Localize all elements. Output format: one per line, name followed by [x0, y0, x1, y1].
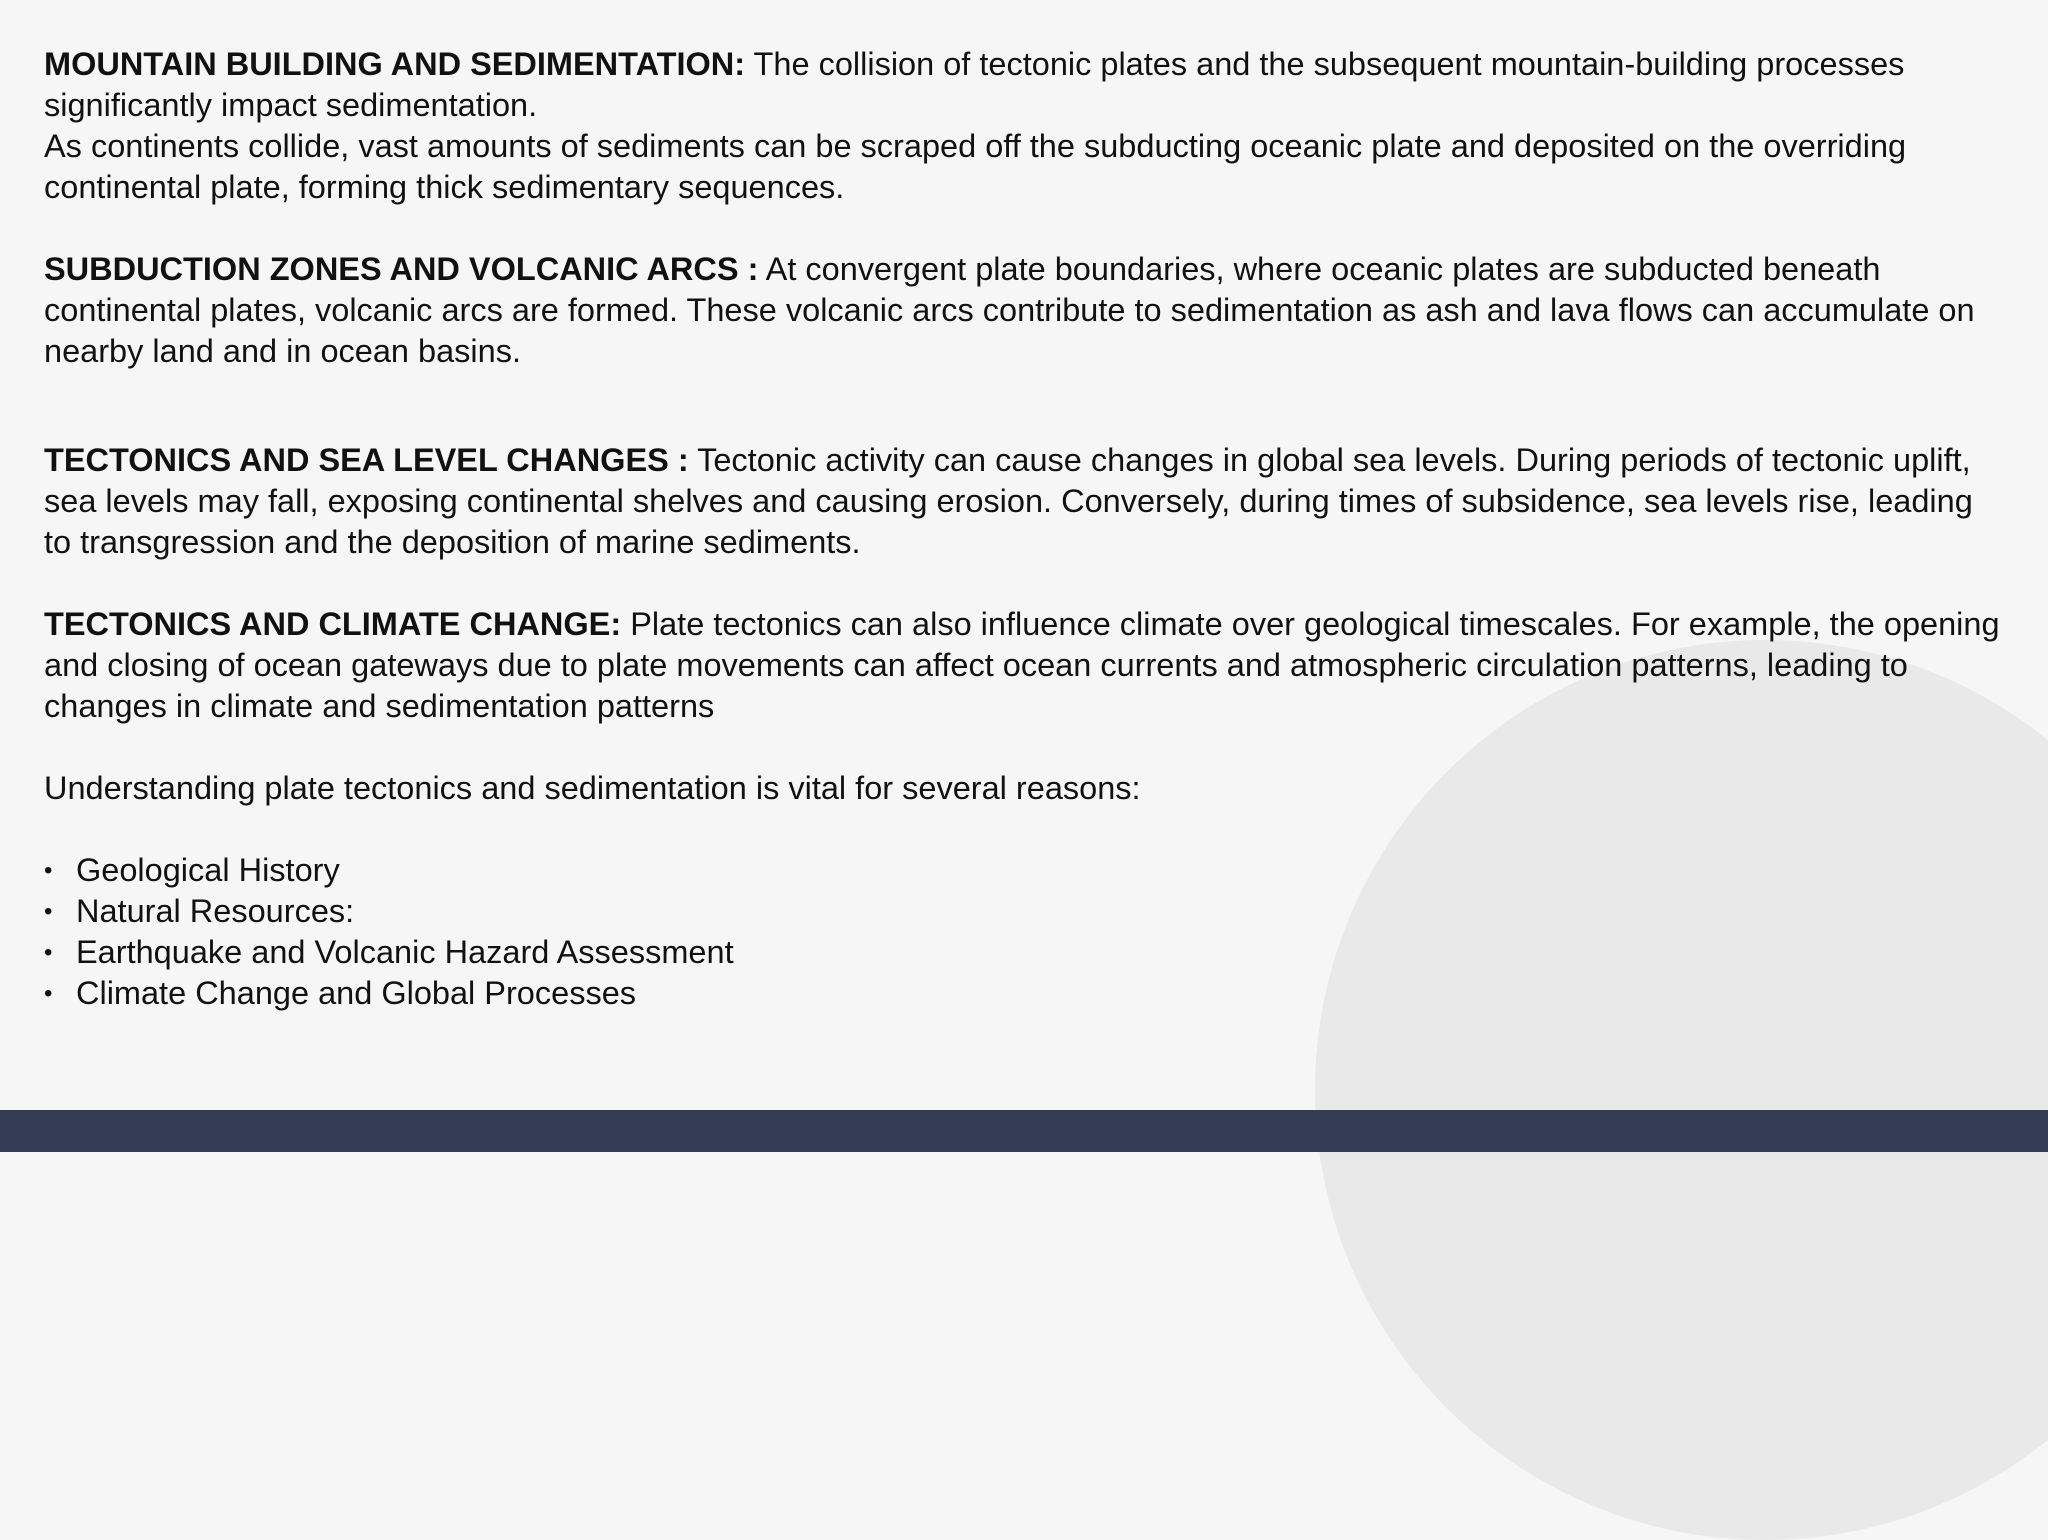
bullet-icon: •: [44, 980, 53, 1007]
list-item: [44, 891, 2004, 932]
list-item-text: Geological History: [76, 852, 340, 888]
subduction-zones-paragraph: [44, 249, 2004, 372]
list-item: [44, 850, 2004, 891]
footer-bar: [0, 1110, 2048, 1152]
bullet-icon: •: [44, 898, 53, 925]
list-item: [44, 932, 2004, 973]
spacer: [44, 809, 2004, 850]
sea-level-paragraph: [44, 440, 2004, 563]
reasons-list: [44, 850, 2004, 1014]
bullet-icon: •: [44, 939, 53, 966]
list-item-text: Climate Change and Global Processes: [76, 975, 637, 1011]
list-item-text: Earthquake and Volcanic Hazard Assessment: [76, 934, 734, 970]
spacer: [44, 372, 2004, 440]
sea-level-text: Tectonic activity can cause changes in global sea levels. During periods of tectonic uplift, sea levels may fall, exposing continental shelves and causing erosion. Conversely, during times of subsidence, sea levels rise, leading to transgression and the deposition of marine sediments.: [44, 442, 1973, 560]
spacer: [44, 563, 2004, 604]
mountain-building-text: The collision of tectonic plates and the subsequent mountain-building processes significantly impact sedimentation.: [44, 46, 1905, 123]
list-item: [44, 973, 2004, 1014]
intro-paragraph: Understanding plate tectonics and sedimentation is vital for several reasons:: [44, 770, 1141, 806]
slide-content: [44, 44, 2004, 1014]
spacer: [44, 727, 2004, 768]
spacer: [44, 208, 2004, 249]
climate-change-paragraph: [44, 604, 2004, 727]
continents-collide-paragraph: [44, 126, 2004, 208]
climate-change-heading: TECTONICS AND CLIMATE CHANGE:: [44, 606, 622, 642]
sea-level-heading: TECTONICS AND SEA LEVEL CHANGES :: [44, 442, 689, 478]
climate-change-text: Plate tectonics can also influence climate over geological timescales. For example, the opening and closing of ocean gateways due to plate movements can affect ocean currents and atmospheric circulation patterns, leading to changes in climate and sedimentation patterns: [44, 606, 2000, 724]
subduction-zones-text: At convergent plate boundaries, where oceanic plates are subducted beneath continental plates, volcanic arcs are formed. These volcanic arcs contribute to sedimentation as ash and lava flows can accumulate on nearby land and in ocean basins.: [44, 251, 1975, 369]
mountain-building-heading: MOUNTAIN BUILDING AND SEDIMENTATION:: [44, 46, 746, 82]
mountain-building-paragraph: [44, 44, 2004, 126]
bullet-icon: •: [44, 857, 53, 884]
list-item-text: Natural Resources:: [76, 893, 355, 929]
subduction-zones-heading: SUBDUCTION ZONES AND VOLCANIC ARCS :: [44, 251, 759, 287]
continents-collide-text: As continents collide, vast amounts of sediments can be scraped off the subducting oceanic plate and deposited on the overriding continental plate, forming thick sedimentary sequences.: [44, 128, 1907, 205]
